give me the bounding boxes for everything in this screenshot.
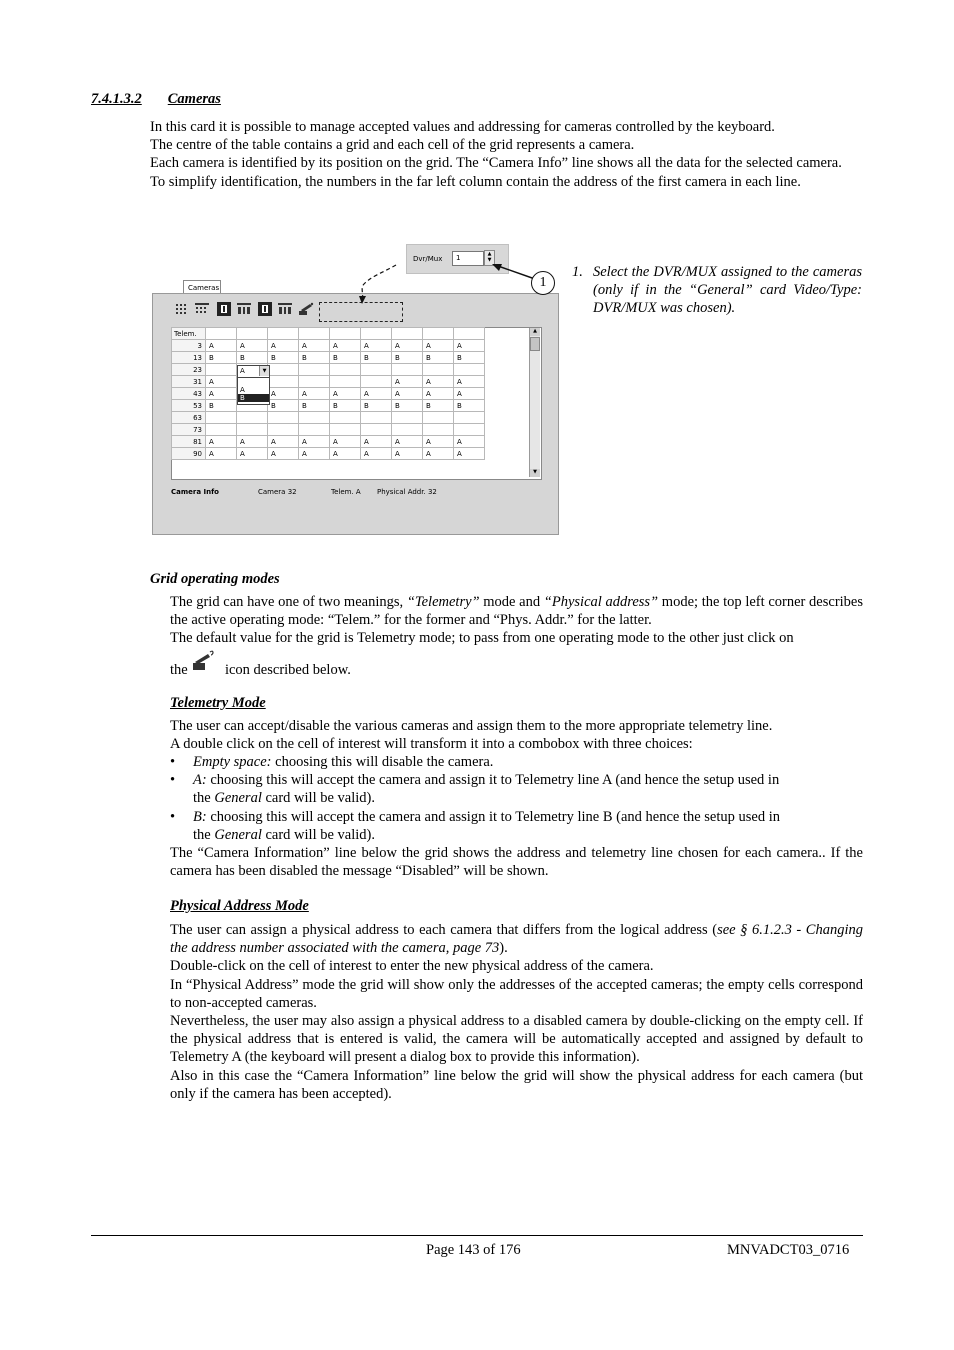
- grid-cell[interactable]: [423, 328, 454, 340]
- combobox-option-b[interactable]: B: [238, 394, 269, 402]
- cameras-card-screenshot: [150, 244, 570, 536]
- grid-cell[interactable]: A: [268, 448, 299, 460]
- grid-cell[interactable]: [237, 412, 268, 424]
- grid-cell[interactable]: A: [392, 448, 423, 460]
- text-run: choosing this will accept the camera and assign it to Telemetry line A (and hence the setup used in: [206, 772, 780, 789]
- grid-cell[interactable]: B: [423, 352, 454, 364]
- grid-cell[interactable]: A: [299, 388, 330, 400]
- section-title: Cameras: [167, 91, 221, 107]
- text-run: A:: [193, 772, 207, 789]
- grid-cell[interactable]: [392, 328, 423, 340]
- combobox-option-a[interactable]: A: [240, 386, 245, 394]
- grid-cell[interactable]: B: [299, 400, 330, 412]
- grid-cell[interactable]: [299, 424, 330, 436]
- grid-cell[interactable]: A: [454, 376, 485, 388]
- text-run: The grid can have one of two meanings,: [170, 594, 407, 610]
- grid-cell[interactable]: [268, 376, 299, 388]
- grid-row: [172, 448, 485, 460]
- grid-cell[interactable]: [361, 376, 392, 388]
- grid-cell[interactable]: B: [268, 400, 299, 412]
- grid-cell[interactable]: B: [330, 400, 361, 412]
- text-run: B:: [193, 808, 207, 825]
- combobox-dropdown-icon[interactable]: ▼: [259, 366, 269, 376]
- grid-cell[interactable]: [454, 424, 485, 436]
- grid-cell[interactable]: [392, 364, 423, 376]
- grid-row: [172, 388, 485, 400]
- intro-paragraph: To simplify identification, the numbers in the far left column contain the address of the first camera in each line.: [150, 173, 801, 190]
- grid-row: [172, 424, 485, 436]
- camera-info-phys: Physical Addr. 32: [377, 488, 437, 496]
- grid-cell[interactable]: [299, 376, 330, 388]
- grid-cell[interactable]: B: [392, 352, 423, 364]
- grid-row: [172, 400, 485, 412]
- text-run: the: [193, 790, 215, 807]
- grid-cell[interactable]: [268, 328, 299, 340]
- grid-cell[interactable]: A: [423, 376, 454, 388]
- grid-cell[interactable]: A: [268, 436, 299, 448]
- intro-text: [150, 118, 863, 191]
- bullet-icon: •: [170, 754, 176, 770]
- grid-scrollbar[interactable]: [529, 328, 540, 477]
- text-run: choosing this will disable the camera.: [271, 754, 494, 770]
- grid-cell[interactable]: [454, 364, 485, 376]
- grid-cell[interactable]: A: [299, 340, 330, 352]
- grid-row-header: 53: [172, 400, 206, 412]
- grid-cell[interactable]: A: [237, 436, 268, 448]
- text-run: the: [170, 662, 188, 678]
- text-run: card will be valid).: [261, 790, 375, 807]
- spinner-down-icon[interactable]: ▼: [487, 257, 492, 263]
- grid-cell[interactable]: [268, 424, 299, 436]
- grid-cell[interactable]: B: [206, 352, 237, 364]
- text-run: ).: [499, 940, 508, 957]
- grid-cell[interactable]: [268, 412, 299, 424]
- scroll-up-icon[interactable]: ▲: [530, 328, 540, 336]
- grid-cell[interactable]: A: [423, 436, 454, 448]
- physical-paragraph: [170, 921, 863, 957]
- grid-cell[interactable]: [423, 412, 454, 424]
- grid-cell[interactable]: A: [330, 448, 361, 460]
- grid-cell[interactable]: [330, 424, 361, 436]
- grid-modes-heading: Grid operating modes: [150, 571, 280, 587]
- grid-cell[interactable]: [206, 364, 237, 376]
- footer-rule: [91, 1235, 863, 1236]
- grid-cell[interactable]: A: [299, 436, 330, 448]
- grid-cell[interactable]: A: [268, 340, 299, 352]
- bullet-icon: •: [170, 808, 176, 825]
- grid-cell[interactable]: [237, 328, 268, 340]
- bullet-item: [170, 771, 863, 807]
- grid-cell[interactable]: A: [206, 448, 237, 460]
- mode-switch-icon: [191, 658, 221, 676]
- camera-info-label: Camera Info: [171, 488, 219, 496]
- grid-row-header: 3: [172, 340, 206, 352]
- grid-cell[interactable]: A: [454, 388, 485, 400]
- grid-cell[interactable]: A: [330, 340, 361, 352]
- callout-badge-number: 1: [539, 275, 547, 290]
- text-run: see § 6.1.2.3 - Changing the address number associated with the camera, page 73: [170, 922, 863, 957]
- text-run: card will be valid).: [261, 826, 375, 843]
- text-run: choosing this will accept the camera and assign it to Telemetry line B (and hence the setup used in: [206, 808, 781, 825]
- grid-cell[interactable]: B: [454, 400, 485, 412]
- text-run: The user can assign a physical address to each camera that differs from the logical address (: [170, 922, 718, 938]
- grid-cell[interactable]: B: [330, 352, 361, 364]
- intro-paragraph: Each camera is identified by its position on the grid. The “Camera Info” line shows all the data for the selected camera.: [150, 155, 842, 172]
- grid-cell[interactable]: [454, 412, 485, 424]
- grid-modes-paragraph: [170, 593, 863, 629]
- text-run: General: [214, 790, 262, 807]
- grid-row-header: 13: [172, 352, 206, 364]
- grid-cell[interactable]: A: [206, 388, 237, 400]
- bullet-icon: •: [170, 772, 176, 789]
- grid-modes-paragraph: The default value for the grid is Telemetry mode; to pass from one operating mode to the other just click on: [170, 630, 794, 647]
- spinner-up-icon[interactable]: ▲: [487, 251, 492, 257]
- grid-row-header: 81: [172, 436, 206, 448]
- grid-cell[interactable]: [299, 364, 330, 376]
- grid-cell[interactable]: [454, 328, 485, 340]
- grid-row: [172, 352, 485, 364]
- grid-modes-icon-line: [170, 658, 351, 679]
- grid-cell[interactable]: A: [392, 388, 423, 400]
- dvr-mux-value: 1: [456, 254, 461, 262]
- grid-row: [172, 436, 485, 448]
- telemetry-paragraph: The user can accept/disable the various cameras and assign them to the more appropriate telemetry line.: [170, 718, 773, 734]
- camera-grid: [171, 327, 485, 460]
- grid-cell[interactable]: [361, 328, 392, 340]
- callout-arrows: [150, 244, 570, 324]
- text-run: “Telemetry”: [406, 594, 480, 610]
- footer-page-number: Page 143 of 176: [426, 1242, 521, 1258]
- grid-cell[interactable]: A: [392, 340, 423, 352]
- grid-cell[interactable]: [361, 364, 392, 376]
- grid-cell[interactable]: [206, 412, 237, 424]
- grid-cell[interactable]: B: [206, 400, 237, 412]
- grid-cell[interactable]: [330, 364, 361, 376]
- camera-info-camera: Camera 32: [258, 488, 297, 496]
- section-heading: [91, 91, 221, 108]
- grid-cell[interactable]: B: [423, 400, 454, 412]
- grid-cell[interactable]: [268, 364, 299, 376]
- grid-cell[interactable]: [392, 424, 423, 436]
- text-run: mode and: [479, 594, 544, 610]
- intro-paragraph: The centre of the table contains a grid and each cell of the grid represents a camera.: [150, 137, 635, 154]
- grid-cell[interactable]: A: [206, 340, 237, 352]
- scroll-down-icon[interactable]: ▼: [530, 469, 540, 477]
- grid-modes-text: [170, 593, 863, 648]
- grid-cell[interactable]: [299, 328, 330, 340]
- text-run: the: [193, 826, 215, 843]
- tab-cameras-label: Cameras: [188, 284, 220, 292]
- grid-cell[interactable]: A: [268, 388, 299, 400]
- grid-cell[interactable]: [423, 364, 454, 376]
- grid-cell[interactable]: [206, 424, 237, 436]
- telemetry-text: [170, 717, 863, 753]
- telemetry-bullet-list: [170, 753, 863, 880]
- grid-cell[interactable]: A: [237, 448, 268, 460]
- physical-heading: Physical Address Mode: [170, 898, 309, 914]
- grid-cell[interactable]: B: [392, 400, 423, 412]
- grid-row-header: 23: [172, 364, 206, 376]
- callout-description: Select the DVR/MUX assigned to the cameras (only if in the “General” card Video/Type: DVR/MUX was chosen).: [593, 264, 862, 317]
- text-run: Empty space:: [193, 754, 272, 770]
- intro-paragraph: In this card it is possible to manage accepted values and addressing for cameras controlled by the keyboard.: [150, 119, 775, 135]
- grid-cell[interactable]: A: [361, 340, 392, 352]
- grid-row-header: 31: [172, 376, 206, 388]
- grid-row: [172, 412, 485, 424]
- grid-cell[interactable]: [330, 412, 361, 424]
- text-run: “Physical address”: [543, 594, 659, 610]
- grid-cell[interactable]: B: [268, 352, 299, 364]
- text-run: mode; the top left corner describes the active operating mode: “Telem.” for the former and “Phys. Addr.” for the latter.: [170, 594, 864, 629]
- grid-cell[interactable]: A: [454, 436, 485, 448]
- footer-doc-code: MNVADCT03_0716: [727, 1242, 850, 1258]
- grid-row: [172, 340, 485, 352]
- grid-cell[interactable]: [423, 424, 454, 436]
- grid-cell[interactable]: [392, 412, 423, 424]
- grid-cell[interactable]: B: [361, 352, 392, 364]
- grid-cell[interactable]: [206, 328, 237, 340]
- telemetry-paragraph: A double click on the cell of interest will transform it into a combobox with three choices:: [170, 736, 693, 753]
- grid-cell[interactable]: A: [392, 436, 423, 448]
- grid-mode-corner: Telem.: [172, 328, 206, 340]
- grid-cell[interactable]: [237, 424, 268, 436]
- bullet-item: [170, 753, 863, 771]
- grid-row-header: 73: [172, 424, 206, 436]
- telemetry-paragraph: The “Camera Information” line below the grid shows the address and telemetry line chosen for each camera.. If the camera has been disabled the message “Disabled” will be shown.: [170, 845, 863, 880]
- text-run: icon described below.: [224, 662, 351, 678]
- grid-cell[interactable]: A: [361, 388, 392, 400]
- grid-cell[interactable]: A: [423, 388, 454, 400]
- grid-cell[interactable]: A: [392, 376, 423, 388]
- combobox-list: [237, 377, 270, 405]
- grid-row-header: 63: [172, 412, 206, 424]
- grid-cell[interactable]: A: [361, 436, 392, 448]
- grid-cell[interactable]: B: [361, 400, 392, 412]
- combobox-value: A: [240, 367, 245, 375]
- grid-cell[interactable]: B: [454, 352, 485, 364]
- grid-cell[interactable]: A: [330, 388, 361, 400]
- grid-row: [172, 376, 485, 388]
- grid-row-header: 43: [172, 388, 206, 400]
- grid-row: [172, 364, 485, 376]
- grid-cell[interactable]: A: [237, 340, 268, 352]
- dvr-mux-label: Dvr/Mux: [413, 255, 443, 263]
- physical-paragraph: Nevertheless, the user may also assign a physical address to a disabled camera by double-clicking on the empty cell. If the physical address that is entered is valid, the camera will be automatically accepted and assigned by default to Telemetry A (the keyboard will present a dialog box to provide this information).: [170, 1013, 863, 1066]
- grid-cell[interactable]: A: [206, 376, 237, 388]
- grid-cell[interactable]: B: [237, 352, 268, 364]
- physical-text: [170, 921, 863, 1103]
- grid-cell[interactable]: A: [454, 340, 485, 352]
- grid-cell[interactable]: A: [299, 448, 330, 460]
- cameras-panel: [152, 293, 559, 535]
- grid-cell[interactable]: B: [299, 352, 330, 364]
- grid-cell[interactable]: A: [454, 448, 485, 460]
- callout-text: [572, 263, 862, 318]
- combobox-option-empty[interactable]: [238, 378, 269, 386]
- grid-header-row: [172, 328, 485, 340]
- grid-cell[interactable]: A: [361, 448, 392, 460]
- section-number: 7.4.1.3.2: [91, 91, 142, 107]
- physical-paragraph: Also in this case the “Camera Information” line below the grid will show the physical address for each camera (but only if the camera has been accepted).: [170, 1067, 863, 1102]
- physical-paragraph: In “Physical Address” mode the grid will show only the addresses of the accepted cameras; the empty cells correspond to non-accepted cameras.: [170, 976, 863, 1011]
- telemetry-heading: Telemetry Mode: [170, 695, 266, 711]
- bullet-item: [170, 808, 863, 844]
- grid-cell[interactable]: A: [423, 340, 454, 352]
- grid-cell[interactable]: A: [206, 436, 237, 448]
- scroll-thumb[interactable]: [530, 337, 540, 351]
- grid-cell[interactable]: [361, 424, 392, 436]
- grid-cell[interactable]: [361, 412, 392, 424]
- grid-row-header: 90: [172, 448, 206, 460]
- grid-cell[interactable]: [330, 376, 361, 388]
- grid-cell[interactable]: [299, 412, 330, 424]
- callout-badge: [531, 271, 555, 295]
- physical-paragraph: Double-click on the cell of interest to enter the new physical address of the camera.: [170, 958, 654, 975]
- grid-cell[interactable]: [330, 328, 361, 340]
- grid-cell[interactable]: A: [330, 436, 361, 448]
- grid-cell[interactable]: A: [423, 448, 454, 460]
- callout-number: 1.: [572, 264, 583, 280]
- text-run: General: [214, 826, 262, 843]
- camera-info-telem: Telem. A: [331, 488, 361, 496]
